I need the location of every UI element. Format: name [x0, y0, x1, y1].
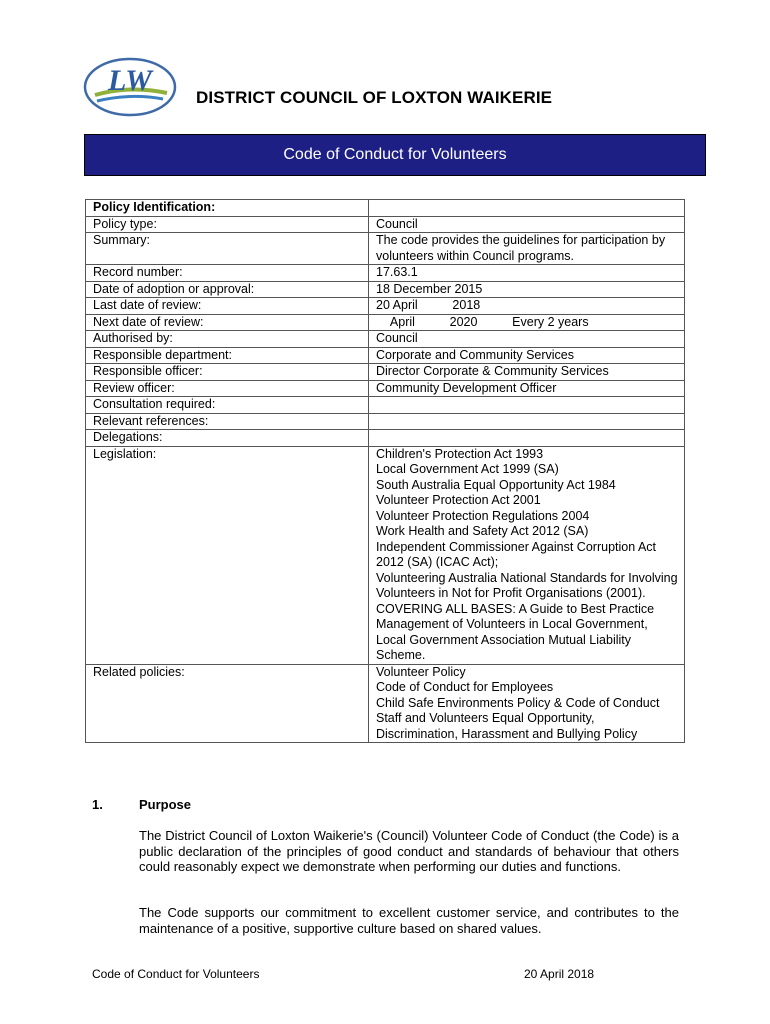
- policy-field-label: Legislation:: [86, 446, 369, 664]
- policy-row: [86, 233, 685, 265]
- policy-identification-table: [85, 199, 685, 743]
- policy-row: [86, 265, 685, 282]
- policy-field-label: Next date of review:: [86, 314, 369, 331]
- policy-field-value: Council: [369, 331, 685, 348]
- footer-date: 20 April 2018: [524, 967, 595, 981]
- policy-row: [86, 364, 685, 381]
- purpose-paragraph-1: The District Council of Loxton Waikerie's (Council) Volunteer Code of Conduct (the Code) is a public declaration of the principles of good conduct and standards of behaviour that others could reasonably expect we demonstrate when performing our duties and functions.: [139, 828, 679, 874]
- policy-field-label: Last date of review:: [86, 298, 369, 315]
- policy-field-value: Volunteer Policy Code of Conduct for Employees Child Safe Environments Policy & Code of Conduct Staff and Volunteers Equal Opportunity, Discrimination, Harassment and Bullying Policy: [369, 664, 685, 743]
- policy-field-value: 18 December 2015: [369, 281, 685, 298]
- council-name: DISTRICT COUNCIL OF LOXTON WAIKERIE: [196, 88, 553, 107]
- policy-field-value: Community Development Officer: [369, 380, 685, 397]
- policy-field-value: Children's Protection Act 1993 Local Government Act 1999 (SA) South Australia Equal Opportunity Act 1984 Volunteer Protection Act 2001 Volunteer Protection Regulations 2004 Work Health and Safety Act 2012 (SA) Independent Commissioner Against Corruption Act 2012 (SA) (ICAC Act); Volunteering Australia National Standards for Involving Volunteers in Not for Profit Organisations (2001). COVERING ALL BASES: A Guide to Best Practice Management of Volunteers in Local Government, Local Government Association Mutual Liability Scheme.: [369, 446, 685, 664]
- policy-row: [86, 347, 685, 364]
- council-logo: [83, 57, 177, 117]
- purpose-paragraph-2: The Code supports our commitment to excellent customer service, and contributes to the maintenance of a positive, supportive culture based on shared values.: [139, 905, 679, 936]
- policy-field-value: [369, 397, 685, 414]
- policy-row: [86, 446, 685, 664]
- policy-field-label: Delegations:: [86, 430, 369, 447]
- logo-lettering: LW: [108, 64, 152, 97]
- policy-field-value: Corporate and Community Services: [369, 347, 685, 364]
- policy-field-value: April 2020 Every 2 years: [369, 314, 685, 331]
- policy-row: [86, 298, 685, 315]
- policy-row: [86, 314, 685, 331]
- section-number: 1.: [92, 797, 103, 812]
- policy-row: [86, 413, 685, 430]
- policy-row: [86, 664, 685, 743]
- section-title: Purpose: [139, 797, 192, 812]
- footer-document-title: Code of Conduct for Volunteers: [92, 967, 260, 981]
- policy-field-label: Relevant references:: [86, 413, 369, 430]
- policy-field-label: Record number:: [86, 265, 369, 282]
- policy-field-label: Review officer:: [86, 380, 369, 397]
- policy-heading-row: [86, 200, 685, 217]
- policy-row: [86, 216, 685, 233]
- policy-field-value: 20 April 2018: [369, 298, 685, 315]
- policy-field-value: 17.63.1: [369, 265, 685, 282]
- policy-field-label: Summary:: [86, 233, 369, 265]
- policy-field-value: The code provides the guidelines for participation by volunteers within Council programs.: [369, 233, 685, 265]
- policy-heading: Policy Identification:: [86, 200, 369, 217]
- policy-row: [86, 397, 685, 414]
- policy-field-label: Policy type:: [86, 216, 369, 233]
- policy-field-label: Consultation required:: [86, 397, 369, 414]
- policy-field-value: [369, 430, 685, 447]
- policy-field-label: Date of adoption or approval:: [86, 281, 369, 298]
- policy-row: [86, 331, 685, 348]
- section-heading: [92, 797, 191, 812]
- policy-row: [86, 380, 685, 397]
- policy-row: [86, 430, 685, 447]
- policy-row: [86, 281, 685, 298]
- policy-field-value: [369, 413, 685, 430]
- policy-field-label: Responsible officer:: [86, 364, 369, 381]
- policy-field-label: Authorised by:: [86, 331, 369, 348]
- document-title-band: [84, 134, 706, 176]
- policy-field-value: Council: [369, 216, 685, 233]
- policy-heading-value: [369, 200, 685, 217]
- policy-field-label: Related policies:: [86, 664, 369, 743]
- policy-field-value: Director Corporate & Community Services: [369, 364, 685, 381]
- policy-field-label: Responsible department:: [86, 347, 369, 364]
- document-title: Code of Conduct for Volunteers: [283, 146, 507, 163]
